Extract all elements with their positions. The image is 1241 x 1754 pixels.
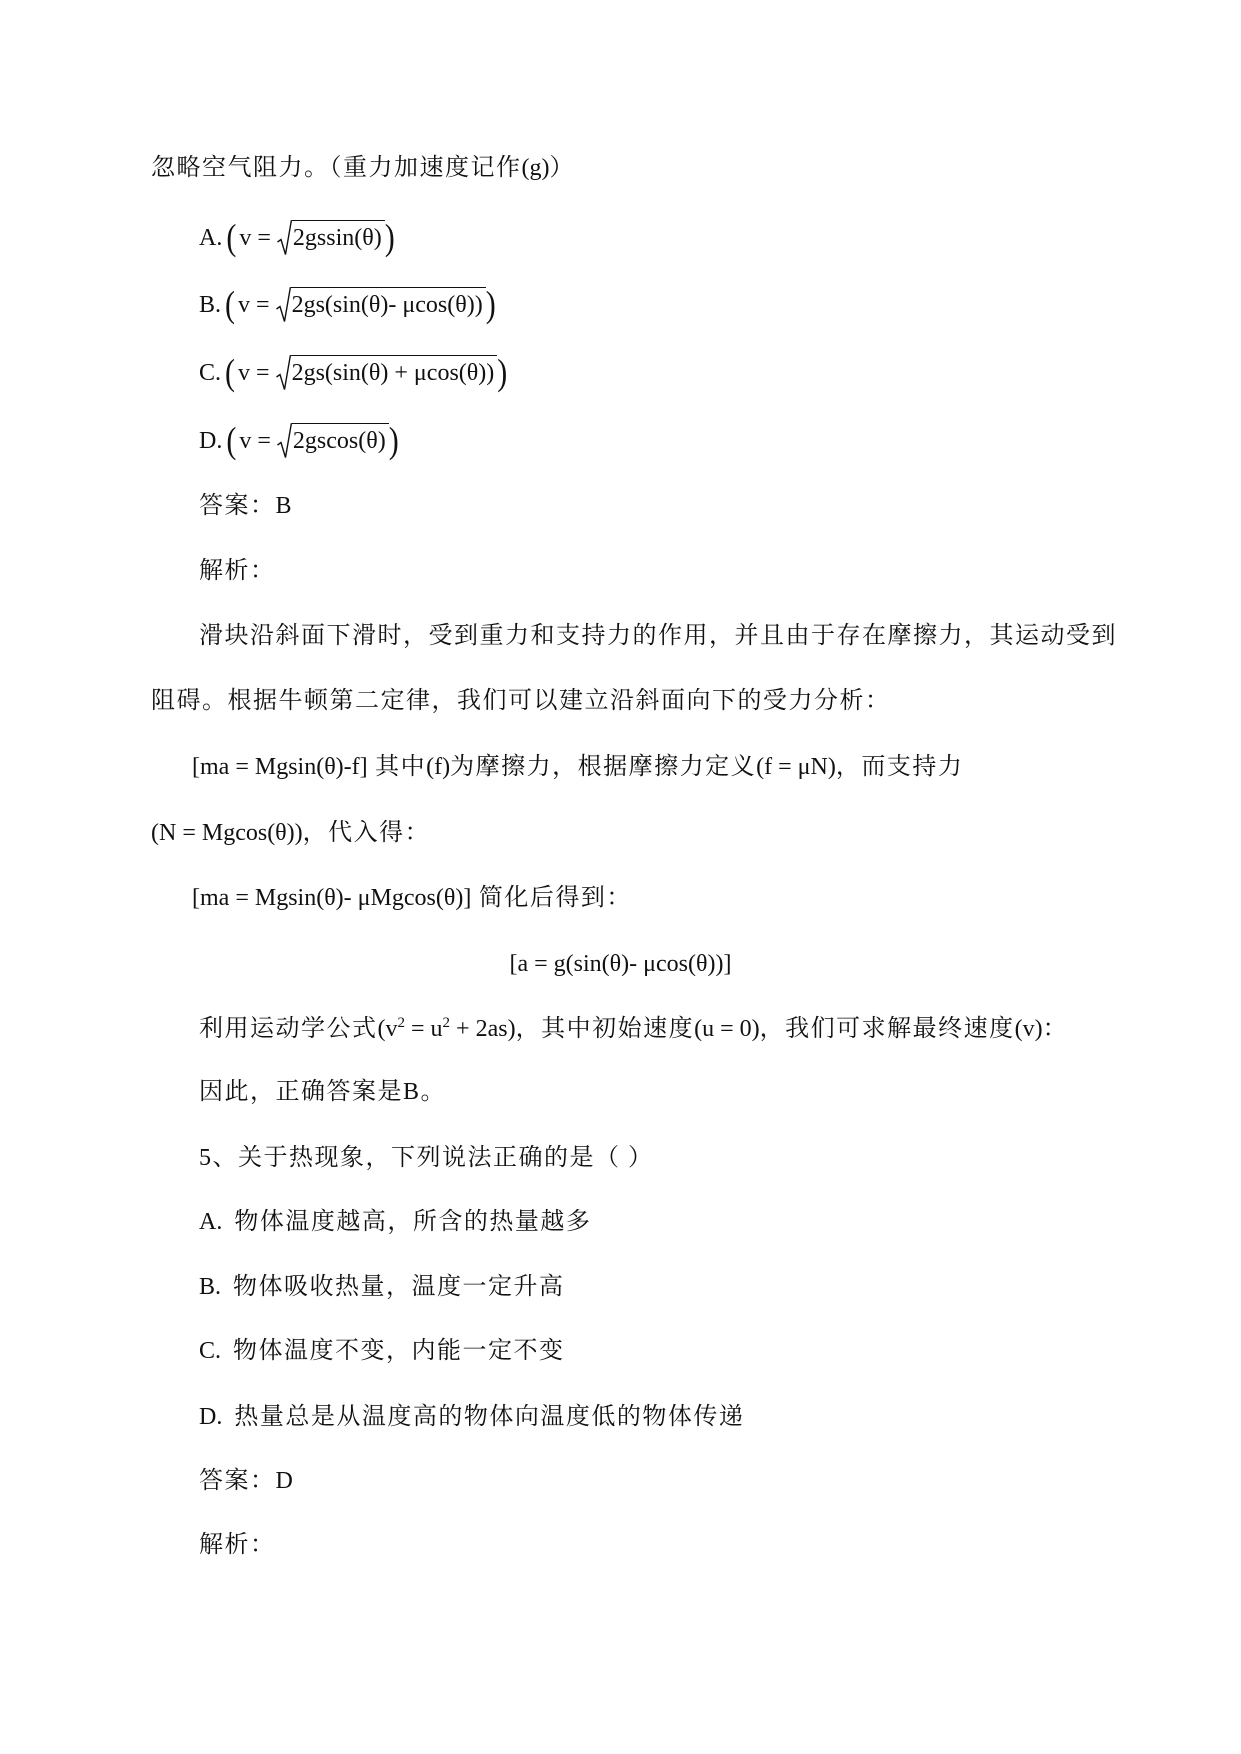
q4-answer: 答案：B — [199, 493, 294, 519]
option-text: 物体吸收热量，温度一定升高 — [233, 1274, 565, 1300]
radicand: 2gssin(θ) — [292, 220, 385, 256]
close-paren: ) — [485, 283, 496, 325]
formula-part: = u — [405, 1016, 443, 1042]
radical-sign-icon — [277, 220, 292, 256]
open-paren: ( — [225, 351, 236, 393]
kinematics-line — [199, 1014, 1068, 1044]
formula-part: + 2as) — [450, 1016, 516, 1042]
kinematics-text: ，其中初始速度 — [515, 1016, 695, 1042]
open-paren: ( — [226, 216, 237, 258]
close-paren: ) — [388, 419, 399, 461]
q5-option-c — [199, 1336, 565, 1366]
kinematics-text: ： — [1042, 1016, 1069, 1042]
kinematics-formula — [378, 1016, 516, 1042]
equation-text: ，而支持力 — [835, 754, 964, 780]
stem-text: 忽略空气阻力。（重力加速度记作 — [151, 155, 522, 181]
q4-analysis-heading: 解析： — [199, 558, 276, 584]
analysis-equation-line — [192, 883, 632, 913]
square-root — [276, 355, 498, 391]
equation-text: ，代入得： — [302, 820, 431, 846]
radical-sign-icon — [276, 287, 291, 323]
close-paren: ) — [384, 216, 395, 258]
formula-lhs: v = — [238, 360, 270, 386]
option-label: B. — [199, 292, 222, 318]
equation-math: [ma = Mgsin(θ)-f] — [192, 754, 368, 780]
q5-question: 5、关于热现象，下列说法正确的是（ ） — [199, 1145, 654, 1171]
option-text: 物体温度不变，内能一定不变 — [233, 1338, 565, 1364]
formula-lhs: v = — [239, 225, 271, 251]
q5-option-d — [199, 1402, 744, 1432]
open-paren: ( — [226, 419, 237, 461]
equation-math: (N = Mgcos(θ)) — [151, 820, 303, 846]
stem-text-end: ） — [549, 155, 575, 181]
equation-math: [ma = Mgsin(θ)- μMgcos(θ)] — [192, 885, 472, 911]
q5-answer: 答案：D — [199, 1468, 295, 1494]
radicand: 2gscos(θ) — [292, 423, 389, 459]
stem-math: (g) — [521, 155, 550, 181]
superscript: 2 — [397, 1015, 405, 1031]
equation-math: (f) — [426, 754, 451, 780]
conclusion-line: 因此，正确答案是B。 — [199, 1079, 447, 1105]
formula-lhs: v = — [238, 292, 270, 318]
radicand: 2gs(sin(θ) + μcos(θ)) — [291, 355, 498, 391]
equation-text: 为摩擦力，根据摩擦力定义 — [450, 754, 757, 780]
q4-option-b — [199, 283, 496, 325]
option-label: C. — [199, 360, 222, 386]
radical-sign-icon — [277, 423, 292, 459]
radical-sign-icon — [276, 355, 291, 391]
q5-option-b — [199, 1272, 565, 1302]
square-root — [276, 287, 486, 323]
analysis-equation-line — [192, 752, 963, 782]
analysis-equation-line — [151, 818, 430, 848]
option-label: A. — [199, 1209, 223, 1235]
equation-text: 其中 — [367, 754, 427, 780]
analysis-paragraph-line: 滑块沿斜面下滑时，受到重力和支持力的作用，并且由于存在摩擦力，其运动受到 — [199, 623, 1117, 649]
option-label: D. — [199, 428, 223, 454]
option-label: D. — [199, 1404, 223, 1430]
formula-lhs: v = — [239, 428, 271, 454]
option-label: C. — [199, 1338, 222, 1364]
open-paren: ( — [225, 283, 236, 325]
kinematics-text: ，我们可求解最终速度 — [759, 1016, 1015, 1042]
equation-text: 简化后得到： — [471, 885, 632, 911]
final-velocity-math: (v) — [1014, 1016, 1043, 1042]
radicand: 2gs(sin(θ)- μcos(θ)) — [291, 287, 486, 323]
q5-option-a — [199, 1207, 591, 1237]
equation-math: (f = μN) — [756, 754, 836, 780]
formula-math: [a = g(sin(θ)- μcos(θ))] — [509, 951, 732, 977]
formula-part: (v — [377, 1016, 398, 1042]
q4-stem-tail — [151, 153, 575, 183]
q4-option-a — [199, 216, 395, 258]
option-label: B. — [199, 1274, 222, 1300]
q5-analysis-heading: 解析： — [199, 1532, 276, 1558]
option-label: A. — [199, 225, 223, 251]
square-root — [277, 220, 385, 256]
q4-option-d — [199, 419, 399, 461]
square-root — [277, 423, 389, 459]
superscript: 2 — [442, 1015, 451, 1031]
analysis-paragraph-line: 阻碍。根据牛顿第二定律，我们可以建立沿斜面向下的受力分析： — [151, 688, 891, 714]
initial-velocity-math: (u = 0) — [694, 1016, 760, 1042]
centered-formula — [0, 949, 1241, 979]
option-text: 热量总是从温度高的物体向温度低的物体传递 — [234, 1404, 745, 1430]
close-paren: ) — [497, 351, 508, 393]
q4-option-c — [199, 351, 508, 393]
kinematics-text: 利用运动学公式 — [199, 1016, 378, 1042]
option-text: 物体温度越高，所含的热量越多 — [234, 1209, 592, 1235]
